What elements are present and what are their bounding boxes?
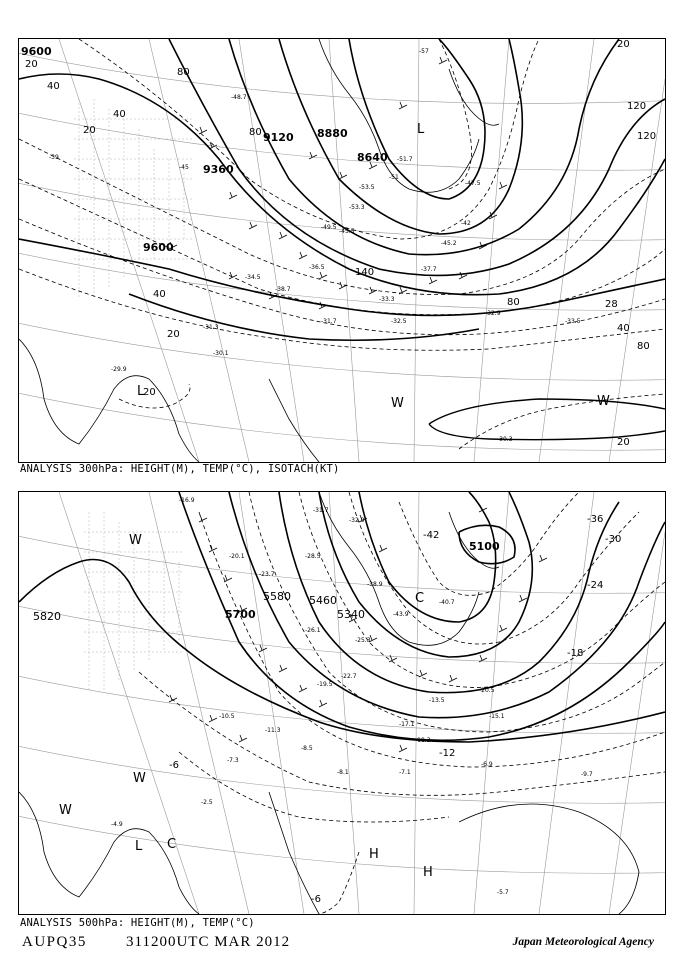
station-temp: -31.7 (321, 318, 337, 325)
temp-label: -12 (439, 748, 456, 759)
agency-name: Japan Meteorological Agency (512, 936, 654, 948)
station-temp: -13.5 (429, 697, 445, 704)
warm-center: W (391, 396, 404, 411)
station-temp: -31.3 (203, 324, 219, 331)
station-temps (49, 48, 581, 443)
station-temps (111, 497, 593, 896)
height-label: 5340 (337, 608, 365, 621)
station-temp: -8.5 (301, 745, 313, 752)
isotach-label: 40 (113, 109, 126, 120)
station-temp: -7.1 (399, 769, 411, 776)
height-label: 5100 (469, 540, 500, 553)
isotach-label: 120 (627, 101, 647, 112)
height-label: 8880 (317, 127, 348, 140)
station-temp: -15.1 (489, 713, 505, 720)
station-temp: -11.3 (265, 727, 281, 734)
station-temp: -31.7 (313, 507, 329, 514)
station-temp: -34.5 (245, 274, 261, 281)
station-temp: -6.9 (481, 761, 493, 768)
isotach-label: 40 (153, 289, 166, 300)
station-temp: -40.7 (439, 599, 455, 606)
isotach-labels (25, 39, 656, 448)
station-temp: -30.3 (497, 436, 513, 443)
isotach-label: 80 (507, 297, 520, 308)
height-label: 5700 (225, 608, 256, 621)
station-temp: -22.7 (341, 673, 357, 680)
temp-label: -36 (587, 514, 604, 525)
caption-300hpa: ANALYSIS 300hPa: HEIGHT(M), TEMP(°C), ISOTACH(KT) (20, 463, 340, 475)
height-labels (21, 45, 388, 254)
station-temp: -32.5 (391, 318, 407, 325)
map-500hpa (19, 492, 665, 914)
station-temp: -33.3 (379, 296, 395, 303)
station-temp: -9.7 (581, 771, 593, 778)
isotach-label: 40 (617, 323, 630, 334)
low-center: L (417, 122, 425, 137)
height-label: 9120 (263, 131, 294, 144)
station-temp: -37.7 (421, 266, 437, 273)
map-panel-300hpa (18, 38, 666, 463)
low-center: L (137, 384, 145, 399)
temp-label: -6 (311, 894, 321, 905)
cold-center: C (167, 837, 177, 852)
isotach-label: 20 (617, 39, 630, 50)
station-temp: -48.7 (231, 94, 247, 101)
station-temp: -42 (461, 220, 471, 227)
station-temp: -17.1 (399, 721, 415, 728)
isotach-label: 20 (167, 329, 180, 340)
isotach-label: 20 (143, 387, 156, 398)
station-temp: -53.5 (359, 184, 375, 191)
warm-center: W (597, 394, 610, 409)
isotach-contour (429, 399, 665, 440)
station-temp: -45.2 (441, 240, 457, 247)
station-temp: -45 (179, 164, 189, 171)
station-temp: -8.1 (337, 769, 349, 776)
caption-500hpa: ANALYSIS 500hPa: HEIGHT(M), TEMP(°C) (20, 917, 255, 929)
warm-center: W (129, 533, 142, 548)
station-temp: -2.5 (201, 799, 213, 806)
station-temp: -10.5 (219, 713, 235, 720)
station-temp: -20.1 (229, 553, 245, 560)
station-temp: -45.5 (339, 228, 355, 235)
station-temp: -38.9 (367, 581, 383, 588)
isotach-label: 80 (249, 127, 262, 138)
station-temp: -5.7 (497, 889, 509, 896)
station-temp: -28.5 (305, 553, 321, 560)
height-label: 5460 (309, 594, 337, 607)
station-temp: -25.3 (355, 637, 371, 644)
warm-center: W (133, 771, 146, 786)
station-temp: -20.5 (479, 687, 495, 694)
station-temp: -38.7 (275, 286, 291, 293)
isotach-label: 20 (25, 59, 38, 70)
cold-center: C (415, 591, 425, 606)
isotach-label: 80 (177, 67, 190, 78)
station-temp: -19.5 (317, 681, 333, 688)
station-temp: -29.9 (111, 366, 127, 373)
high-center: H (423, 865, 433, 880)
temp-label: -42 (423, 530, 440, 541)
isotach-label: 20 (617, 437, 630, 448)
coastlines (19, 492, 639, 914)
coastlines (19, 39, 499, 462)
height-label: 9600 (21, 45, 52, 58)
isotach-label: 120 (637, 131, 657, 142)
height-label: 5580 (263, 590, 291, 603)
station-temp: -57 (419, 48, 429, 55)
station-temp: -33.5 (565, 318, 581, 325)
station-temp: -4.9 (111, 821, 123, 828)
map-panel-500hpa (18, 491, 666, 915)
temp-label: -6 (169, 760, 179, 771)
height-label: 8640 (357, 151, 388, 164)
station-temp: -36.5 (309, 264, 325, 271)
station-temp: -16.9 (179, 497, 195, 504)
isotach-label: 80 (637, 341, 650, 352)
height-label: 9600 (143, 241, 174, 254)
temp-label: -24 (587, 580, 604, 591)
station-temp: -7.3 (227, 757, 239, 764)
station-temp: -47.5 (465, 180, 481, 187)
high-center: H (369, 847, 379, 862)
isotach-label: 140 (355, 267, 375, 278)
station-temp: -51 (389, 174, 399, 181)
temp-label: -18 (567, 648, 584, 659)
station-temp: -39 (49, 154, 59, 161)
isotherms (19, 39, 665, 449)
low-center: L (135, 839, 143, 854)
station-temp: -30.1 (213, 350, 229, 357)
isotach-label: 28 (605, 299, 618, 310)
valid-time: 311200UTC MAR 2012 (126, 934, 291, 950)
isotach-label: 40 (47, 81, 60, 92)
lat-lon-grid (19, 492, 665, 914)
map-300hpa (19, 39, 665, 462)
isotherms (139, 492, 665, 914)
station-temp: -49.5 (321, 224, 337, 231)
station-temp: -23.7 (259, 571, 275, 578)
station-temp: -32.9 (485, 310, 501, 317)
temp-labels (169, 514, 621, 905)
lat-lon-grid (19, 39, 665, 462)
chart-footer (22, 934, 662, 956)
temp-label: -30 (605, 534, 622, 545)
height-label: 9360 (203, 163, 234, 176)
station-temp: -43.9 (393, 611, 409, 618)
station-temp: -18.3 (415, 737, 431, 744)
station-temp: -53.3 (349, 204, 365, 211)
height-label: 5820 (33, 610, 61, 623)
station-temp: -51.7 (397, 156, 413, 163)
station-temp: -26.1 (305, 627, 321, 634)
station-temp: -32.9 (349, 517, 365, 524)
chart-code: AUPQ35 (22, 934, 87, 950)
isotach-label: 20 (83, 125, 96, 136)
warm-center: W (59, 803, 72, 818)
